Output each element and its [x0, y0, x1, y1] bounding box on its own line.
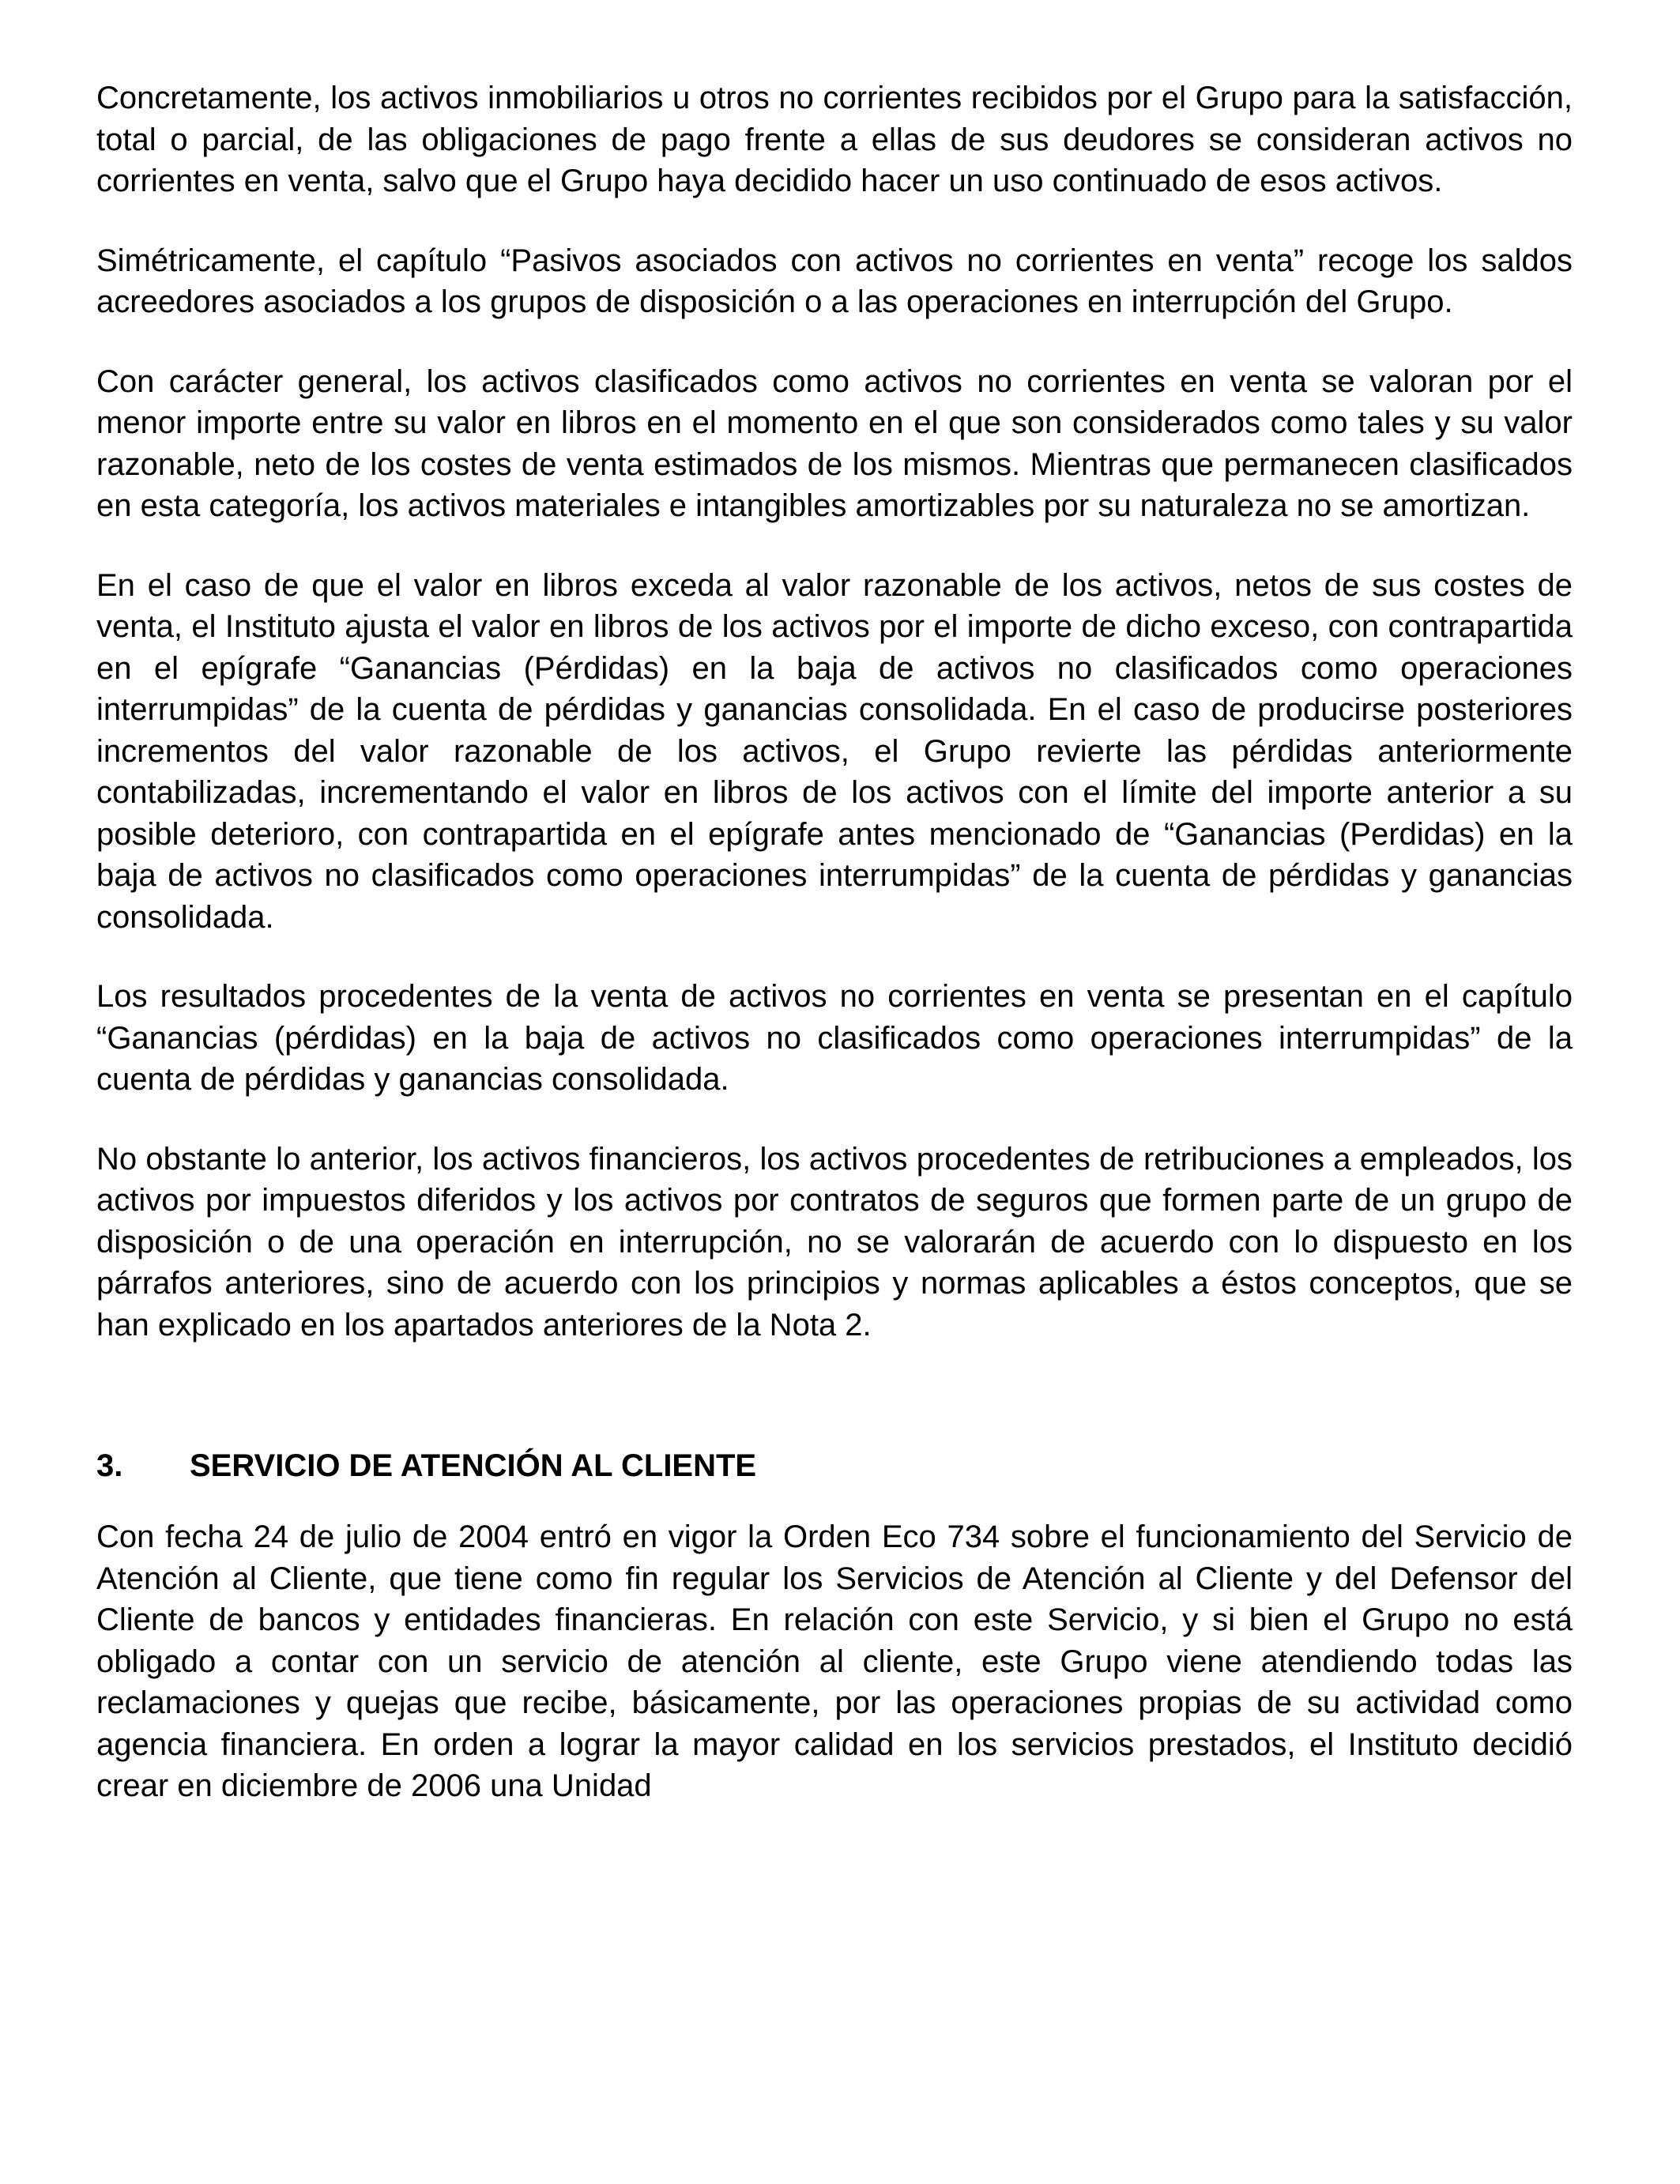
paragraph-valoracion-general: Con carácter general, los activos clasificados como activos no corrientes en venta se valoran por el menor importe entre su valor en libros en el momento en el que son considerados como tales y su valor razonable, neto de los costes de venta estimados de los mismos. Mientras que permanecen clasificados en esta categoría, los activos materiales e intangibles amortizables por su naturaleza no se amortizan. — [96, 363, 1573, 523]
document-page — [96, 77, 1573, 1845]
paragraph-excepciones: No obstante lo anterior, los activos financieros, los activos procedentes de retribuciones a empleados, los activos por impuestos diferidos y los activos por contratos de seguros que formen parte de un grupo de disposición o de una operación en interrupción, no se valorarán de acuerdo con lo dispuesto en los párrafos anteriores, sino de acuerdo con los principios y normas aplicables a éstos conceptos, que se han explicado en los apartados anteriores de la Nota 2. — [96, 1141, 1573, 1342]
paragraph-deterioro-valor: En el caso de que el valor en libros exceda al valor razonable de los activos, netos de sus costes de venta, el Instituto ajusta el valor en libros de los activos por el importe de dicho exceso, con contrapartida en el epígrafe “Ganancias (Pérdidas) en la baja de activos no clasificados como operaciones interrumpidas” de la cuenta de pérdidas y ganancias consolidada. En el caso de producirse posteriores incrementos del valor razonable de los activos, el Grupo revierte las pérdidas anteriormente contabilizadas, incrementando el valor en libros de los activos con el límite del importe anterior a su posible deterioro, con contrapartida en el epígrafe antes mencionado de “Ganancias (Perdidas) en la baja de activos no clasificados como operaciones interrumpidas” de la cuenta de pérdidas y ganancias consolidada. — [96, 567, 1573, 935]
paragraph-pasivos-asociados: Simétricamente, el capítulo “Pasivos asociados con activos no corrientes en venta” recoge los saldos acreedores asociados a los grupos de disposición o a las operaciones en interrupción del Grupo. — [96, 243, 1573, 319]
paragraph-activos-inmobiliarios: Concretamente, los activos inmobiliarios u otros no corrientes recibidos por el Grupo para la satisfacción, total o parcial, de las obligaciones de pago frente a ellas de sus deudores se consideran activos no corrientes en venta, salvo que el Grupo haya decidido hacer un uso continuado de esos activos. — [96, 81, 1573, 198]
section-title: SERVICIO DE ATENCIÓN AL CLIENTE — [190, 1448, 757, 1483]
section-heading — [96, 1445, 1573, 1486]
section-number: 3. — [96, 1448, 123, 1483]
paragraph-servicio-atencion: Con fecha 24 de julio de 2004 entró en vigor la Orden Eco 734 sobre el funcionamiento del Servicio de Atención al Cliente, que tiene como fin regular los Servicios de Atención al Cliente y del Defensor del Cliente de bancos y entidades financieras. En relación con este Servicio, y si bien el Grupo no está obligado a contar con un servicio de atención al cliente, este Grupo viene atendiendo todas las reclamaciones y quejas que recibe, básicamente, por las operaciones propias de su actividad como agencia financiera. En orden a lograr la mayor calidad en los servicios prestados, el Instituto decidió crear en diciembre de 2006 una Unidad — [96, 1519, 1573, 1803]
paragraph-resultados-venta: Los resultados procedentes de la venta de activos no corrientes en venta se presentan en el capítulo “Ganancias (pérdidas) en la baja de activos no clasificados como operaciones interrumpidas” de la cuenta de pérdidas y ganancias consolidada. — [96, 979, 1573, 1097]
